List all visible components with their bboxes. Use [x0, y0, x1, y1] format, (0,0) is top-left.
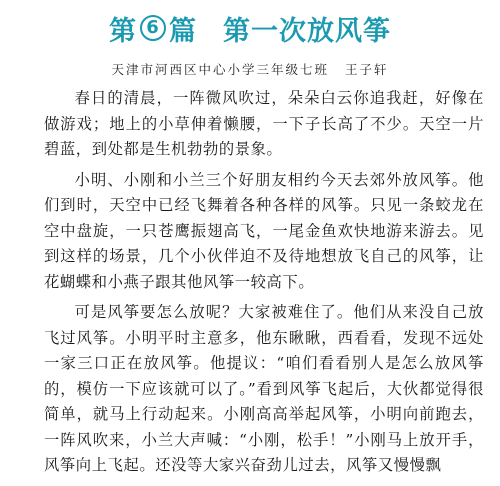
paragraph: 小明、小刚和小兰三个好朋友相约今天去郊外放风筝。他们到时，天空中已经飞舞着各种各样的风筝。只见一条蛟龙在空中盘旋，一只苍鹰振翅高飞，一尾金鱼欢快地游来游去。见到这样的场景，几个小伙伴迫不及待地想放飞自己的风筝，让花蝴蝶和小燕子跟其他风筝一较高下。 — [44, 170, 484, 291]
chapter-suffix: 篇 — [169, 15, 197, 47]
article-body — [44, 86, 484, 484]
chapter-prefix: 第 — [109, 15, 137, 47]
chapter-number-badge: 6 — [140, 15, 166, 41]
paragraph: 可是风筝要怎么放呢？大家被难住了。他们从来没自己放飞过风筝。小明平时主意多，他东瞅瞅，西看看，发现不远处一家三口正在放风筝。他提议：“咱们看看别人是怎么放风筝的，模仿一下应该就可以了。”看到风筝飞起后，大伙都觉得很简单，就马上行动起来。小刚高高举起风筝，小明向前跑去，一阵风吹来，小兰大声喊：“小刚，松手！”小刚马上放开手，风筝向上飞起。还没等大家兴奋劲儿过去，风筝又慢慢飘 — [44, 303, 484, 474]
article-title: 第一次放风筝 — [223, 15, 391, 47]
author-name: 王子轩 — [344, 62, 389, 77]
byline — [0, 60, 500, 78]
chapter-title — [0, 6, 500, 50]
paragraph: 春日的清晨，一阵微风吹过，朵朵白云你追我赶，好像在做游戏；地上的小草伸着懒腰，一下子长高了不少。天空一片碧蓝，到处都是生机勃勃的景象。 — [44, 89, 484, 158]
author-school: 天津市河西区中心小学三年级七班 — [111, 62, 329, 77]
